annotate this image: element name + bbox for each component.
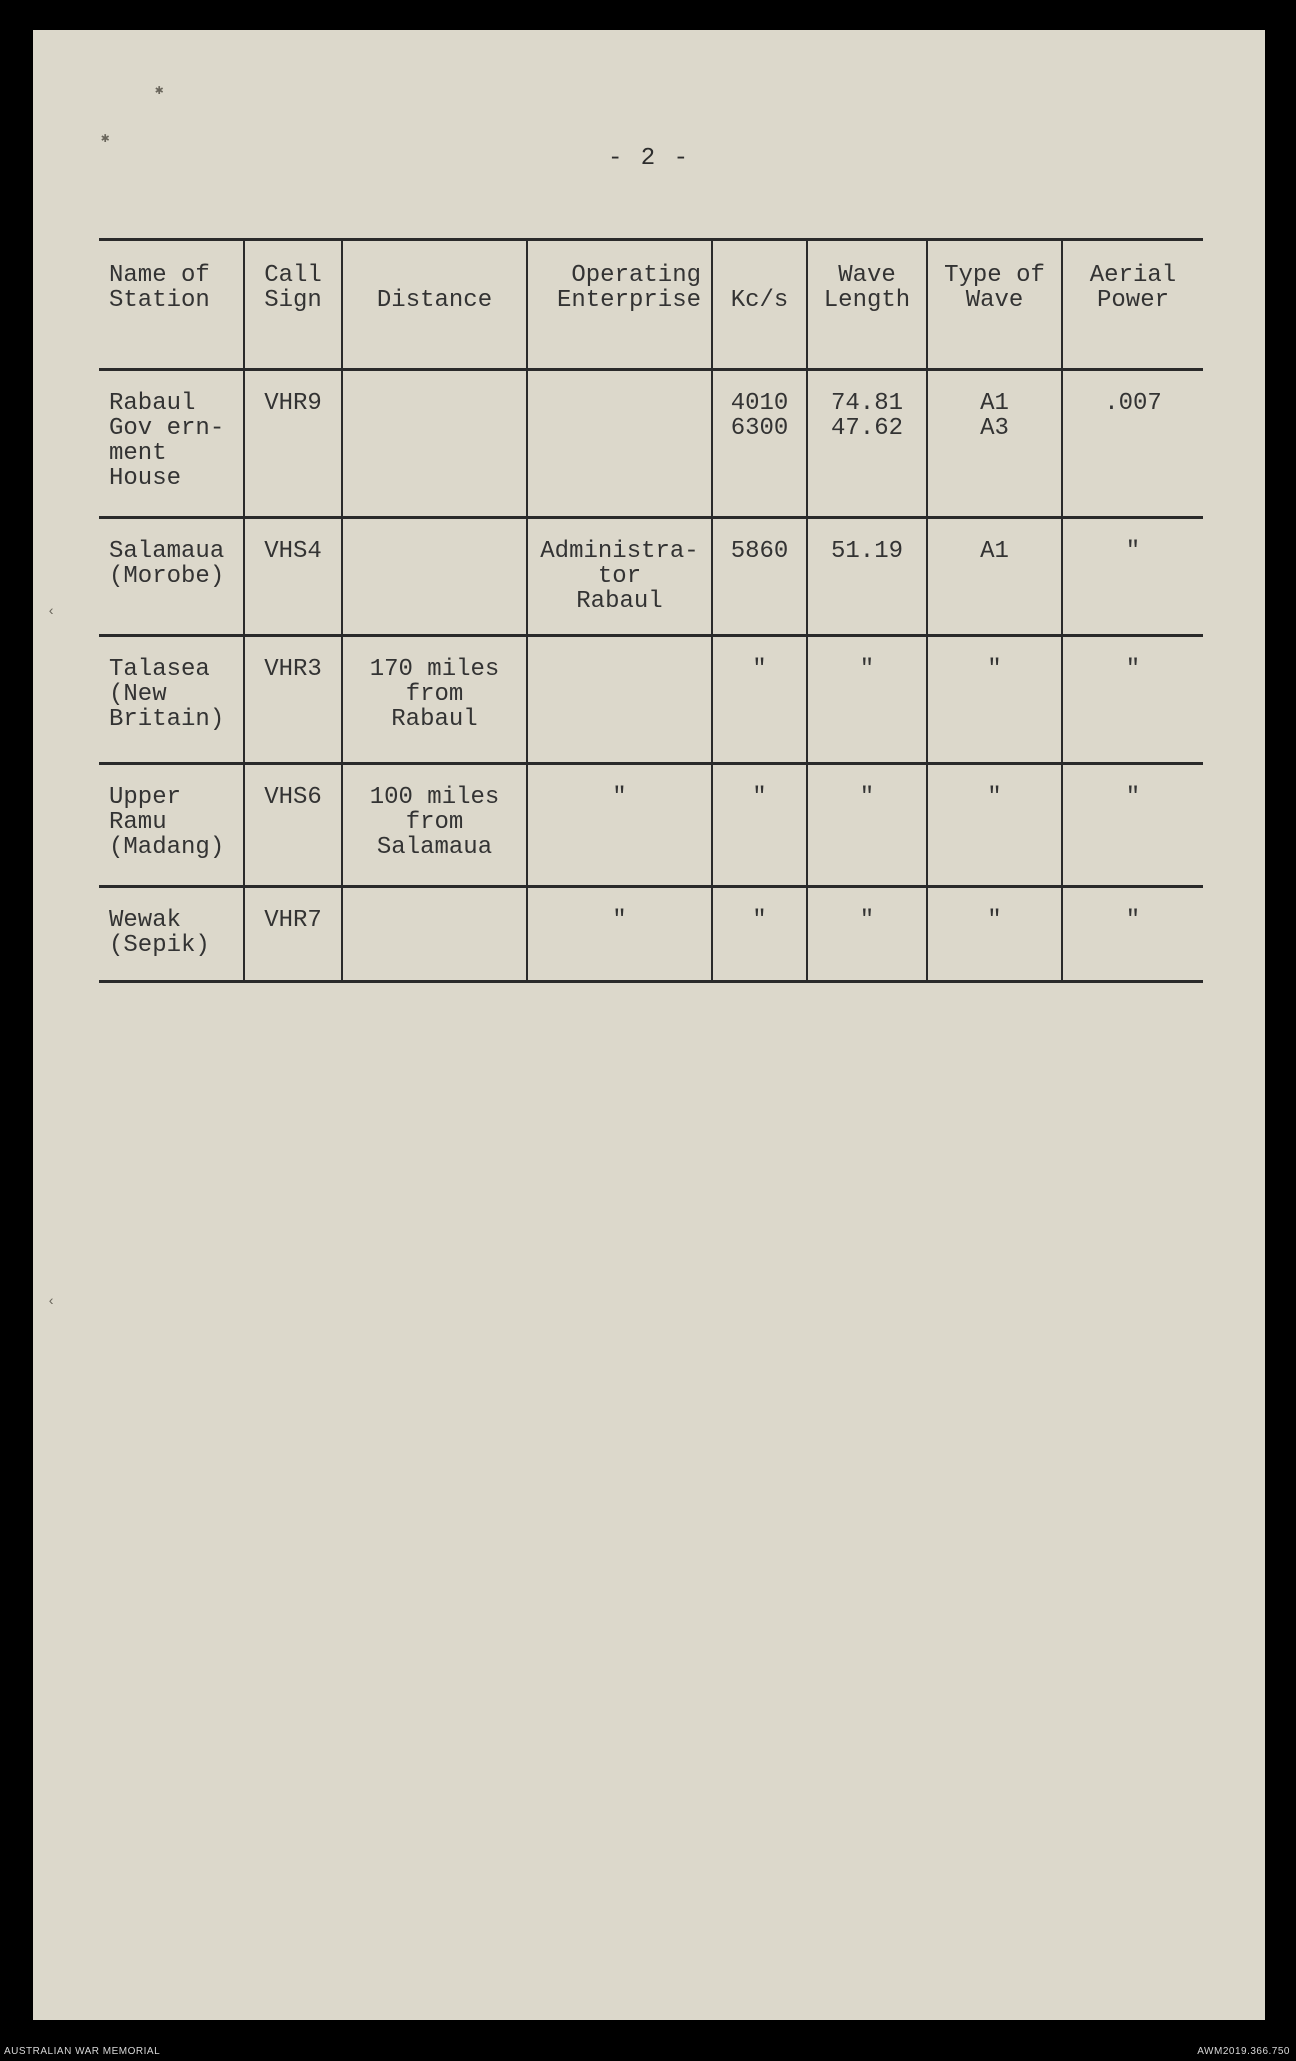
- cell-kcs: 5860: [712, 518, 807, 636]
- header-name-of-station: Name of Station: [99, 240, 244, 370]
- cell-wave-type: A1: [927, 518, 1062, 636]
- cell-station: Talasea (New Britain): [99, 636, 244, 764]
- header-call-sign: Call Sign: [244, 240, 342, 370]
- cell-wave-type: ": [927, 764, 1062, 887]
- header-aerial-power: Aerial Power: [1062, 240, 1203, 370]
- cell-distance: [342, 370, 527, 518]
- cell-wave-length: 51.19: [807, 518, 927, 636]
- punch-mark: ✱: [155, 83, 164, 99]
- cell-enterprise: [527, 370, 712, 518]
- cell-aerial-power: ": [1062, 636, 1203, 764]
- footer-accession-number: AWM2019.366.750: [1197, 2046, 1290, 2057]
- punch-mark: ✱: [101, 131, 110, 147]
- cell-enterprise: ": [527, 764, 712, 887]
- cell-call-sign: VHS4: [244, 518, 342, 636]
- header-operating-enterprise: Operating Enterprise: [527, 240, 712, 370]
- cell-distance: [342, 518, 527, 636]
- cell-call-sign: VHR7: [244, 887, 342, 982]
- cell-aerial-power: .007: [1062, 370, 1203, 518]
- cell-wave-type: ": [927, 887, 1062, 982]
- footer-credit: AUSTRALIAN WAR MEMORIAL: [4, 2046, 161, 2057]
- cell-enterprise: ": [527, 887, 712, 982]
- cell-call-sign: VHR9: [244, 370, 342, 518]
- table-row: [99, 636, 1203, 764]
- header-distance: Distance: [342, 240, 527, 370]
- table-row: [99, 764, 1203, 887]
- cell-wave-type: ": [927, 636, 1062, 764]
- header-wave-length: Wave Length: [807, 240, 927, 370]
- punch-mark: ‹: [47, 1294, 56, 1310]
- header-kcs: Kc/s: [712, 240, 807, 370]
- cell-wave-length: 74.81 47.62: [807, 370, 927, 518]
- cell-call-sign: VHR3: [244, 636, 342, 764]
- page-number: - 2 -: [607, 145, 690, 172]
- cell-aerial-power: ": [1062, 764, 1203, 887]
- punch-mark: ‹: [47, 604, 56, 620]
- cell-kcs: ": [712, 636, 807, 764]
- cell-station: Salamaua (Morobe): [99, 518, 244, 636]
- cell-enterprise: [527, 636, 712, 764]
- cell-station: Rabaul Gov ern- ment House: [99, 370, 244, 518]
- cell-call-sign: VHS6: [244, 764, 342, 887]
- cell-enterprise: Administra- tor Rabaul: [527, 518, 712, 636]
- cell-distance: [342, 887, 527, 982]
- radio-stations-table: [99, 238, 1203, 983]
- table-row: [99, 518, 1203, 636]
- cell-wave-length: ": [807, 636, 927, 764]
- header-type-of-wave: Type of Wave: [927, 240, 1062, 370]
- table-row: [99, 370, 1203, 518]
- cell-station: Upper Ramu (Madang): [99, 764, 244, 887]
- cell-wave-length: ": [807, 764, 927, 887]
- cell-kcs: ": [712, 887, 807, 982]
- cell-aerial-power: ": [1062, 518, 1203, 636]
- table-header-row: [99, 240, 1203, 370]
- cell-distance: 100 miles from Salamaua: [342, 764, 527, 887]
- cell-aerial-power: ": [1062, 887, 1203, 982]
- table-row: [99, 887, 1203, 982]
- cell-wave-type: A1 A3: [927, 370, 1062, 518]
- document-page: [33, 30, 1265, 2020]
- cell-distance: 170 miles from Rabaul: [342, 636, 527, 764]
- cell-kcs: 4010 6300: [712, 370, 807, 518]
- cell-station: Wewak (Sepik): [99, 887, 244, 982]
- cell-kcs: ": [712, 764, 807, 887]
- cell-wave-length: ": [807, 887, 927, 982]
